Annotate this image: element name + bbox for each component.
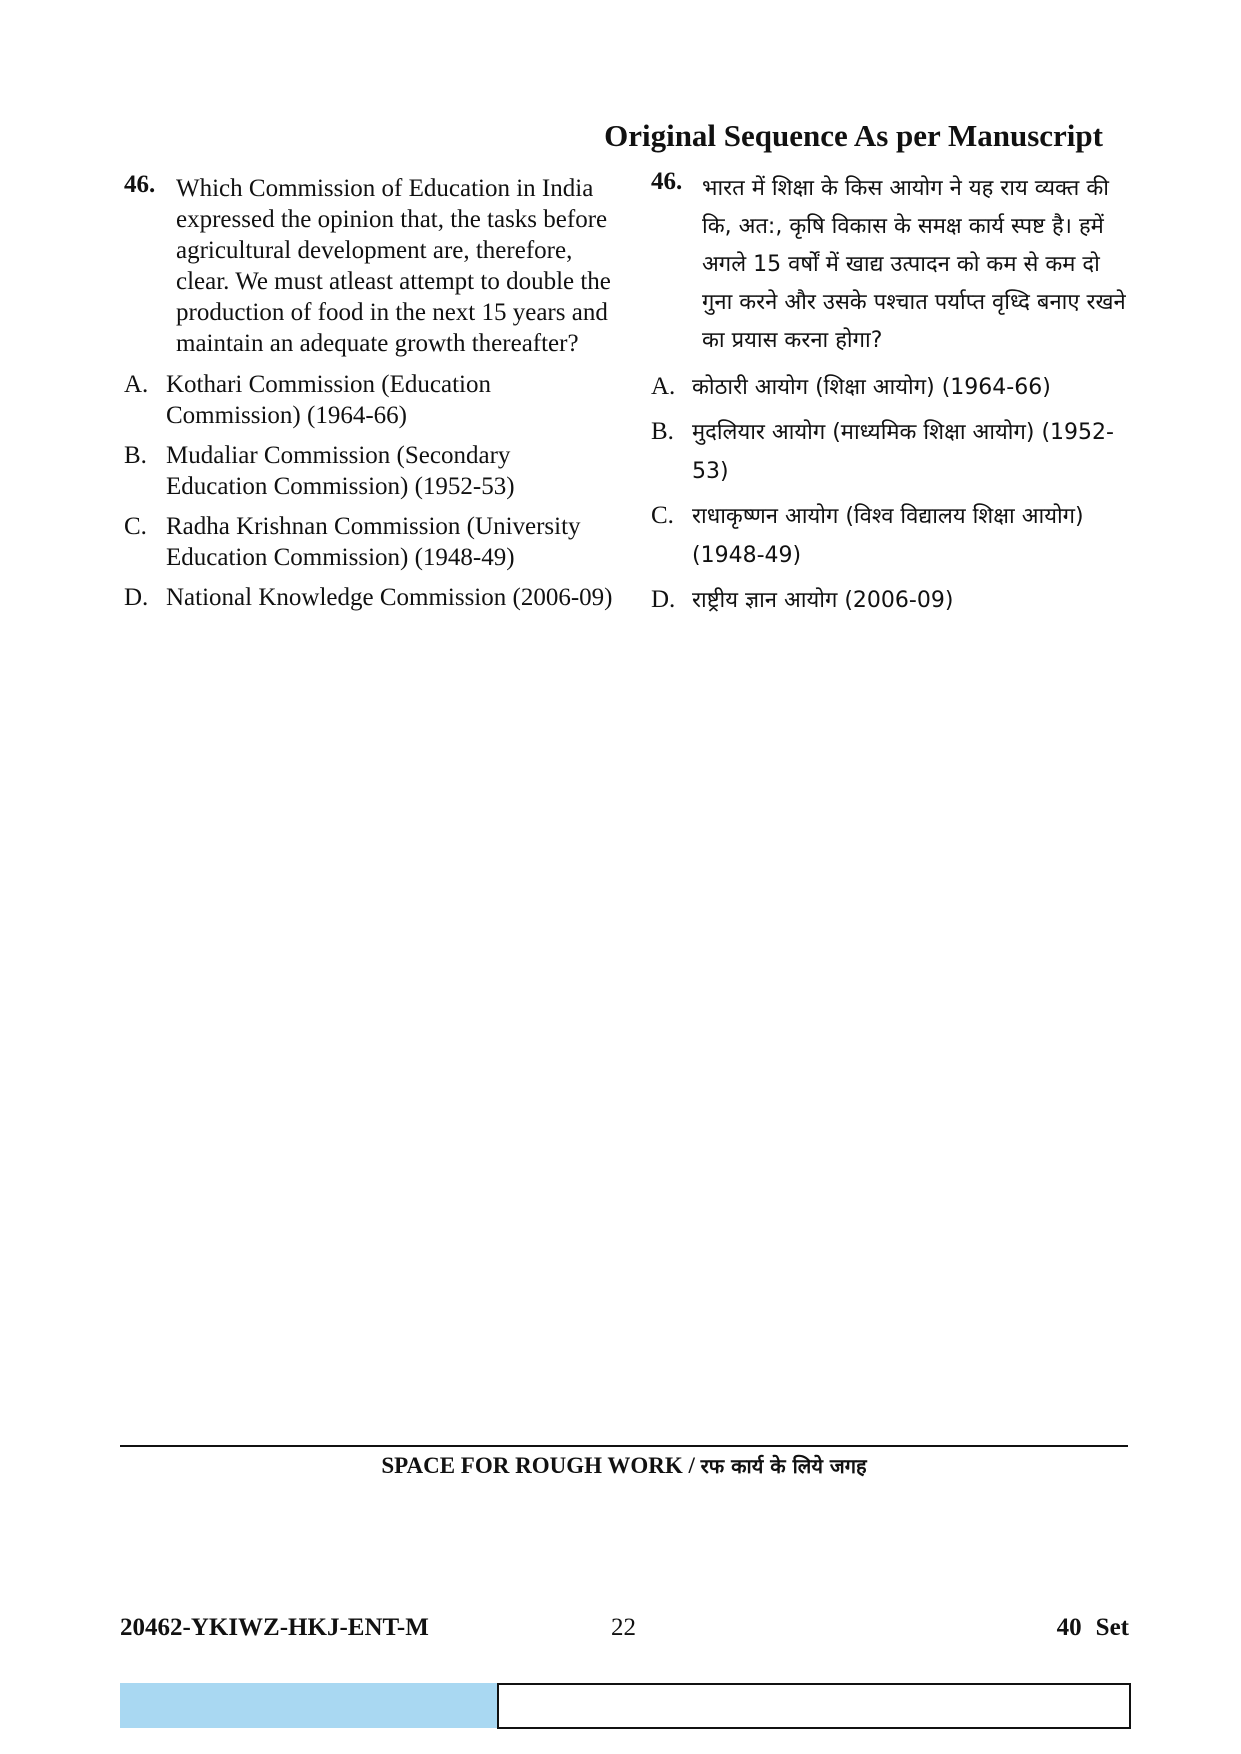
option-b — [124, 440, 614, 502]
rough-work-label — [120, 1452, 1128, 1479]
english-question-column — [124, 173, 614, 622]
hindi-question-column — [651, 170, 1131, 626]
question-number: 46. — [651, 168, 683, 195]
option-text: राष्ट्रीय ज्ञान आयोग (2006-09) — [692, 588, 954, 613]
option-c — [651, 497, 1131, 575]
option-a — [651, 368, 1131, 407]
rough-work-label-english: SPACE FOR ROUGH WORK / — [381, 1453, 701, 1478]
option-text: Kothari Commission (Education Commission) (1964-66) — [166, 371, 491, 429]
question-number: 46. — [124, 171, 156, 198]
option-letter: A. — [124, 371, 149, 398]
question-hindi — [651, 170, 1131, 360]
option-letter: A. — [651, 373, 676, 400]
option-text: Radha Krishnan Commission (University Education Commission) (1948-49) — [166, 513, 581, 571]
option-b — [651, 413, 1131, 491]
set-text: Set — [1095, 1614, 1129, 1641]
option-letter: B. — [124, 442, 147, 469]
question-text: Which Commission of Education in India expressed the opinion that, the tasks before agricultural development are, therefore, clear. We must atleast attempt to double the production of food in the next 15 years and maintain an adequate growth thereafter? — [176, 175, 611, 357]
option-letter: C. — [124, 513, 147, 540]
paper-code: 20462-YKIWZ-HKJ-ENT-M — [120, 1614, 429, 1641]
option-letter: D. — [651, 586, 676, 613]
option-c — [124, 511, 614, 573]
option-d — [651, 581, 1131, 620]
question-english — [124, 173, 614, 359]
option-letter: C. — [651, 502, 674, 529]
option-text: National Knowledge Commission (2006-09) — [166, 584, 613, 611]
options-list-hindi — [651, 368, 1131, 620]
page-heading: Original Sequence As per Manuscript — [604, 118, 1103, 153]
option-a — [124, 369, 614, 431]
option-text: कोठारी आयोग (शिक्षा आयोग) (1964-66) — [692, 375, 1051, 400]
option-d — [124, 582, 614, 613]
blue-bar — [120, 1683, 497, 1728]
option-text: Mudaliar Commission (Secondary Education Commission) (1952-53) — [166, 442, 515, 500]
answer-box — [497, 1683, 1131, 1729]
page-number: 22 — [611, 1614, 636, 1641]
rough-work-divider — [120, 1445, 1128, 1447]
options-list-english — [124, 369, 614, 613]
option-letter: D. — [124, 584, 149, 611]
option-letter: B. — [651, 418, 674, 445]
option-text: राधाकृष्णन आयोग (विश्व विद्यालय शिक्षा आयोग) (1948-49) — [692, 504, 1084, 568]
option-text: मुदलियार आयोग (माध्यमिक शिक्षा आयोग) (1952-53) — [692, 420, 1114, 484]
rough-work-label-hindi: रफ कार्य के लिये जगह — [700, 1454, 867, 1478]
set-number: 40 — [1056, 1614, 1082, 1641]
question-text: भारत में शिक्षा के किस आयोग ने यह राय व्यक्त की कि, अत:, कृषि विकास के समक्ष कार्य स्पष्ट है। हमें अगले 15 वर्षों में खाद्य उत्पादन को कम से कम दो गुना करने और उसके पश्चात पर्याप्त वृध्दि बनाए रखने का प्रयास करना होगा? — [702, 176, 1126, 353]
set-label — [1057, 1614, 1129, 1642]
